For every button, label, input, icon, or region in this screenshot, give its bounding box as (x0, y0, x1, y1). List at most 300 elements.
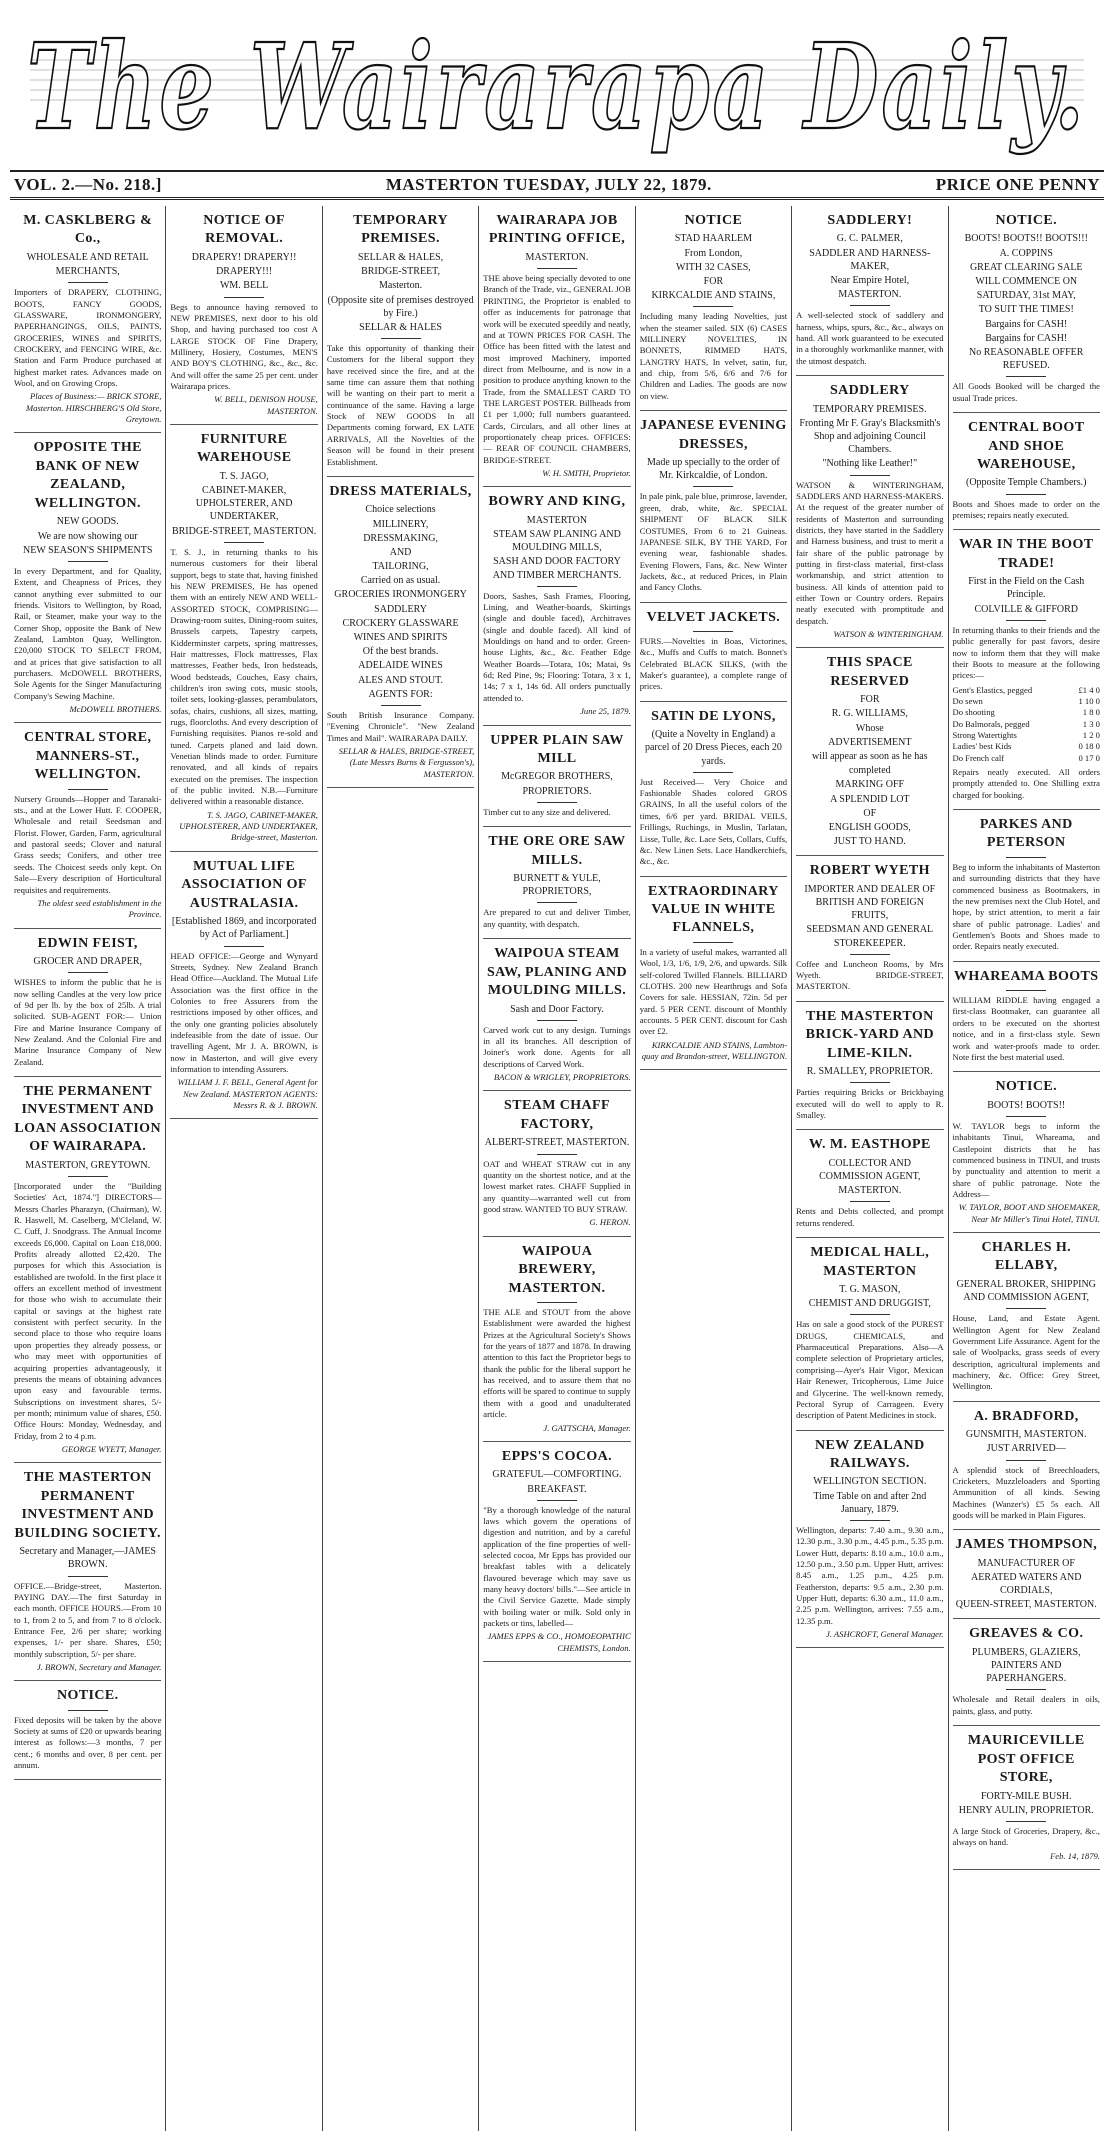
ad-signature: T. S. JAGO, CABINET-MAKER, UPHOLSTERER, AND UNDERTAKER, Bridge-street, Masterton. (179, 809, 318, 843)
ad-body: T. S. J., in returning thanks to his numerous customers for their liberal support, begs to state that, having finished his NEW PREMISES, He has opened them with an entirely NEW AND WELL-ASSORTED STOCK, COMPRISING— Drawing-room suites, Dining-room suites, Brussels carpets, Tapestry carpets, Kidderminster carpets, spring mattresses, Hair mattresses, Flock mattresses, Flax mattresses, Feather beds, Iron bedsteads, Wood bedsteads, Couches, Easy chairs, children's iron swing cots, music stools, toilet sets, looking-glasses, perambulators, sofas, chairs, cushions, all sizes, matting, rugs, floorcloths. And every description of Furnishing requisites. Pianos re-sold and tuned. Carpets planed and laid down. Venetian blinds made to order. Furniture renovated, and all kinds of repairs executed on the premises. The inspection of the public invited. N.B.—Furniture delivered within a reasonable distance. (170, 546, 318, 807)
ad-rule (68, 1710, 108, 1711)
ad-signature: GEORGE WYETT, Manager. (61, 1443, 162, 1454)
ad-subline: DRAPERY!!! (216, 266, 273, 278)
advertisement (483, 726, 630, 828)
ad-subline: R. G. WILLIAMS, (831, 708, 908, 720)
ad-subline: McGREGOR BROTHERS, (501, 771, 613, 783)
advertisement (953, 1402, 1100, 1531)
ad-signature: SELLAR & HALES, BRIDGE-STREET, (Late Messrs Burns & Fergusson's), MASTERTON. (338, 745, 475, 779)
column-4 (479, 206, 635, 2131)
advertisement (14, 1077, 161, 1463)
ad-rule (1006, 1689, 1046, 1690)
ad-signature: Feb. 14, 1879. (1050, 1850, 1100, 1861)
advertisement (640, 206, 787, 411)
advertisement (953, 413, 1100, 530)
ad-body: All Goods Booked will be charged the usual Trade prices. (952, 381, 1100, 403)
ad-body: THE ALE and STOUT from the above Establishment were awarded the highest Prizes at the Agricultural Society's Shows for the years of 1877 and 1878. In drawing attention to this fact the Proprietor begs to thank the public for the liberal support he has received, and to assure them that no efforts will be spared to continue to supply them with a good and unadulterated article. (483, 1307, 631, 1420)
ad-body: A well-selected stock of saddlery and harness, whips, spurs, &c., &c., always on hand. All work guaranteed to be executed in a thoroughly workmanlike manner, with the utmost despatch. (796, 310, 944, 366)
advertisement (796, 1238, 943, 1430)
ad-subline: MANUFACTURER OF (977, 1557, 1075, 1569)
advertisement (170, 425, 317, 852)
ad-rule (537, 586, 577, 587)
ad-subline: T. S. JAGO, (219, 470, 269, 482)
ad-subline: MASTERTON (526, 514, 588, 526)
ad-heading: CENTRAL BOOT AND SHOE WAREHOUSE, (968, 420, 1085, 472)
advertisement (796, 206, 943, 376)
ad-rule (850, 1082, 890, 1083)
ad-subline: HENRY AULIN, PROPRIETOR. (958, 1804, 1094, 1816)
ad-body: [Incorporated under the "Building Societies' Act, 1874."] DIRECTORS— Messrs Charles Pharazyn, (Chairman), W. R. Haswell, M. Caselberg, M'Cleland, W. C. Cuff, J. Snodgrass. The Annual Income exceeds £6,000. Capital on Loan £18,000. Profits already allotted £2,420. The purposes for which this Association is established are twofold. In the first place it offers an excellent method of investment for those who wish to accumulate their capital or savings at the highest rate consistent with perfect security. In the second place to those who require loans upon properties they already possess, or who may meet with opportunities of acquiring properties advantageously, it presents the means of obtaining advances upon easy and favourable terms. Subscriptions on investment shares, 5/- per month; minimum value of shares, £50. Office Hours: Monday, Wednesday, and Friday, from 2 to 4 p.m. (14, 1181, 162, 1441)
ad-body: HEAD OFFICE:—George and Wynyard Streets, Sydney. New Zealand Branch Head Office—Auckland. The Mutual Life Association was the first office in the Colonies to free Assurers from the restrictions imposed by other offices, and the only one granting policies absolutely indefeasible from the date of issue. Our travelling Agent, Mr J. A. BROWN, is now in Masterton, and will give every information to intending Assurers. (170, 950, 318, 1074)
advertisement (796, 1431, 943, 1649)
ad-signature: W. BELL, DENISON HOUSE, MASTERTON. (214, 394, 318, 416)
ad-rule (381, 705, 421, 706)
ad-subline: Fronting Mr F. Gray's Blacksmith's Shop and adjoining Council Chambers. (799, 417, 941, 456)
ad-subline: PROPRIETORS. (522, 785, 592, 797)
ad-subline: Made up specially to the order of Mr. Kirkcaldie, of London. (647, 457, 780, 482)
ad-subline: TEMPORARY PREMISES. (813, 403, 927, 415)
price-item: Do sewn (952, 695, 983, 706)
ad-signature: J. GATTSCHA, Manager. (543, 1422, 631, 1433)
ad-subline: completed (848, 765, 891, 777)
advertisement (796, 1002, 943, 1131)
ad-subline: ALBERT-STREET, MASTERTON. (484, 1137, 630, 1149)
price-row (953, 719, 1100, 730)
ad-subline: Masterton. (379, 280, 423, 292)
ad-subline: WITH 32 CASES, (676, 261, 751, 273)
ad-subline: (Opposite site of premises destroyed by Fire.) (327, 294, 474, 319)
ad-subline: GRATEFUL—COMFORTING. (492, 1469, 622, 1481)
ad-heading: STEAM CHAFF FACTORY, (504, 1098, 610, 1132)
advertisement (483, 1442, 630, 1662)
ad-subline: A SPLENDID LOT (830, 793, 910, 805)
ad-subline: WHOLESALE AND RETAIL (26, 251, 149, 263)
ad-subline: T. G. MASON, (839, 1284, 901, 1296)
ad-subline: FOR (860, 694, 880, 706)
ad-body: W. TAYLOR begs to inform the inhabitants Tinui, Whareama, and Castlepoint districts that he has commenced business in TINUI, and trusts by punctuality and attention to merit a share of public patronage. Note the Address— (952, 1120, 1100, 1199)
advert-columns (10, 206, 1104, 2131)
ad-body: In pale pink, pale blue, primrose, lavender, green, drab, white, &c. SPECIAL SHIPMENT OF BLACK SILK COSTUMES, From 6 to 21 Guineas. JAPANESE SILK, BY THE YARD, For evening wear, fashionable shades. Evening Flowers, Fans, &c. New Winter Jackets, &c., at reduced Prices, in Plain and Fancy Cloths. (639, 491, 788, 593)
price-row (953, 685, 1100, 696)
price-row (953, 696, 1100, 707)
ad-body: South British Insurance Company. "Evening Chronicle". "New Zealand Times and Mail". WAIRARAPA DAILY. (326, 709, 475, 743)
ad-body: FURS.—Novelties in Boas, Victorines, &c., Muffs and Cuffs to match. Bonnet's Celebrated BLACK SILKS, (with the Maker's guarantee), a complete range of prices. (639, 636, 788, 692)
price-item: Ladies' best Kids (952, 741, 1012, 752)
ad-body: Coffee and Luncheon Rooms, by Mrs Wyeth. BRIDGE-STREET, MASTERTON. (796, 958, 944, 992)
advertisement (640, 702, 787, 877)
ad-body: Just Received— Very Choice and Fashionable Shades colored GROS GRAINS, In all the useful colors of the times, 6/6 per yard. BRIDAL VEILS, Frillings, Ruchings, in Muslin, Tarlatan, Lisse, Tulle, &c. Lace Sets, Collars, Cuffs, &c. New Linen Sets. Lace Handkerchiefs, &c., &c. (639, 776, 788, 867)
ad-subline: AERATED WATERS AND CORDIALS, (971, 1571, 1082, 1597)
price-item: Do Balmorals, pegged (952, 718, 1030, 729)
ad-subline: STEAM SAW PLANING AND MOULDING MILLS, (493, 528, 621, 554)
advertisement (14, 1463, 161, 1681)
ad-subline: We are now showing our (37, 530, 138, 542)
ad-rule (850, 1201, 890, 1202)
ad-heading: JAPANESE EVENING DRESSES, (640, 418, 787, 452)
price-row (953, 730, 1100, 741)
ad-subline: JUST TO HAND. (833, 836, 906, 848)
ad-subline: WM. BELL (219, 280, 269, 292)
ad-subline: GROCERIES IRONMONGERY (334, 589, 467, 601)
ad-subline: PLUMBERS, GLAZIERS, PAINTERS AND PAPERHANGERS. (971, 1646, 1081, 1685)
ad-subline: will appear as soon as he has (812, 751, 928, 763)
ad-rule (537, 1302, 577, 1303)
advertisement (14, 929, 161, 1077)
ad-body: Has on sale a good stock of the PUREST DRUGS, CHEMICALS, and Pharmaceutical Preparations. Also—A complete selection of Proprietary articles, comprising—Ayer's Hair Vigor, Mexican Hair Renewer, Tricopherous, Lime Juice and Glycerine. The well-known remedy, Pectoral Syrup of Carrageen. Every description of Patent Medicines in stock. (796, 1319, 944, 1421)
ad-body: Beg to inform the inhabitants of Masterton and surrounding districts that they have commenced business as Bootmakers, in the new premises next the Club Hotel, and hope, by strict attention, to merit a fair share of public patronage. Ladies' and Gentlemen's Boots and Shoes made to order. Repairs neatly executed. (952, 861, 1100, 952)
ad-rule (68, 789, 108, 790)
ad-heading: NOTICE (684, 213, 743, 228)
ad-subline: STAD HAARLEM (674, 233, 753, 245)
ad-heading: THE MASTERTON BRICK-YARD AND LIME-KILN. (805, 1008, 934, 1061)
ad-subline: (Quite a Novelty in England) a parcel of 20 Dress Pieces, each 20 yards. (644, 729, 782, 767)
price-value: 1 2 0 (1082, 729, 1100, 740)
advertisement (953, 1072, 1100, 1233)
ad-heading: THE ORE ORE SAW MILLS. (488, 834, 626, 868)
ad-subline: SADDLERY (374, 603, 427, 615)
ad-body: Including many leading Novelties, just when the steamer sailed. SIX (6) CASES MILLINERY NOVELTIES, IN BONNETS, RIMMED HATS, LANGTRY HATS, In velvet, satin, fur, and chip, from 5/6, 6/6 and 7/6 for Children and Ladies. The goods are now on view. (639, 311, 788, 401)
ad-heading: EPPS'S COCOA. (501, 1448, 613, 1464)
advertisement (796, 376, 943, 648)
ad-heading: WAIPOUA BREWERY, MASTERTON. (508, 1243, 606, 1296)
ad-heading: NOTICE. (995, 213, 1058, 228)
ad-heading: W. M. EASTHOPE (808, 1137, 931, 1153)
advertisement (796, 856, 943, 1001)
column-6 (792, 206, 948, 2131)
ad-subline: Sash and Door Factory. (510, 1003, 604, 1015)
ad-heading: THE PERMANENT INVESTMENT AND LOAN ASSOCIATION OF WAIRARAPA. (14, 1083, 161, 1155)
ad-body: Nursery Grounds—Hopper and Taranaki-sts., and at the Lower Hutt. F. COOPER, Wholesale and retail Seedsman and Florist. Flower, Garden, Farm, agricultural and pastoral seeds; Clover and natural Grass seeds; Conifers, and other tree seeds. The Choicest seeds only kept. On Sale—Every description of Horticultural requisites and requirements. (14, 793, 162, 895)
ad-subline: SELLAR & HALES (359, 321, 442, 333)
ad-signature: WATSON & WINTERINGHAM. (833, 629, 944, 639)
ad-body: Are prepared to cut and deliver Timber, any quantity, with despatch. (483, 907, 631, 929)
ad-subline: BREAKFAST. (527, 1483, 587, 1495)
ad-rule (537, 902, 577, 903)
price-item: Strong Watertights (952, 729, 1017, 740)
column-2 (166, 206, 322, 2131)
ad-subline: MERCHANTS, (55, 266, 120, 278)
masthead-title: The Wairarapa Daily. (27, 17, 1087, 156)
advertisement (483, 1237, 630, 1442)
advertisement (483, 206, 630, 487)
ad-heading: UPPER PLAIN SAW MILL (490, 732, 624, 766)
ad-subline: [Established 1869, and incorporated by Act of Parliament.] (171, 916, 317, 941)
ad-body: WILLIAM RIDDLE having engaged a first-class Bootmaker, can guarantee all orders to be executed on the shortest notice, and in a first-class style. Sewn work and water-proofs made to order. Note first the best material used. (952, 995, 1100, 1062)
ad-rule (68, 1176, 108, 1177)
ad-signature: G. HERON. (589, 1217, 631, 1228)
price-value: 0 17 0 (1078, 752, 1100, 763)
ad-subline: DRAPERY! DRAPERY!! (191, 251, 297, 263)
price-value: 1 3 0 (1082, 718, 1100, 729)
ad-heading: WHAREAMA BOOTS (954, 968, 1099, 984)
ad-subline: WILL COMMENCE ON (975, 276, 1078, 288)
ad-body: Boots and Shoes made to order on the premises; repairs neatly executed. (952, 498, 1100, 520)
ad-subline: GREAT CLEARING SALE (969, 261, 1083, 273)
ad-body: Timber cut to any size and delivered. (483, 806, 611, 817)
ad-signature: J. ASHCROFT, General Manager. (825, 1629, 944, 1640)
ad-subline: BRIDGE-STREET, MASTERTON. (171, 525, 317, 537)
ad-body: Fixed deposits will be taken by the above Society at sums of £20 or upwards bearing interest as follows:—3 months, 7 per cent.; 6 months and over, 8 per cent. per annum. (14, 1714, 162, 1771)
ad-subline: ALES AND STOUT. (358, 674, 444, 686)
ad-subline: MARKING OFF (835, 779, 905, 791)
ad-heading: NEW ZEALAND RAILWAYS. (815, 1437, 925, 1471)
ad-subline: SEEDSMAN AND GENERAL STOREKEEPER. (806, 924, 934, 949)
ad-heading: SATIN DE LYONS, (651, 708, 776, 724)
ad-body: House, Land, and Estate Agent. Wellington Agent for New Zealand Government Life Assurance. Agent for the sale of Woolpacks, grass seeds of every description, agricultural implements and machinery, &c. Office: Grey Street, Wellington. (952, 1313, 1100, 1392)
ad-subline: IMPORTER AND DEALER OF BRITISH AND FOREIGN FRUITS, (804, 883, 936, 922)
advertisement (953, 810, 1100, 962)
advertisement (14, 433, 161, 723)
ad-subline: NEW GOODS. (56, 516, 119, 528)
ad-signature: KIRKCALDIE AND STAINS, Lambton-quay and Brandon-street, WELLINGTON. (641, 1039, 788, 1062)
ad-subline: (Opposite Temple Chambers.) (966, 477, 1087, 489)
ad-rule (693, 631, 733, 632)
ad-rule (537, 1020, 577, 1021)
ad-rule (68, 561, 108, 562)
advertisement (483, 827, 630, 939)
ad-subline: R. SMALLEY, PROPRIETOR. (806, 1066, 933, 1078)
advertisement (953, 206, 1100, 413)
ad-rule (537, 1154, 577, 1155)
ad-heading: CENTRAL STORE, MANNERS-ST., WELLINGTON. (23, 730, 152, 783)
ad-subline: "Nothing like Leather!" (822, 458, 918, 470)
ad-rule (693, 306, 733, 307)
ad-subline: GENERAL BROKER, SHIPPING AND COMMISSION AGENT, (956, 1278, 1096, 1304)
ad-heading: BOWRY AND KING, (488, 494, 626, 510)
ad-heading: MEDICAL HALL, MASTERTON (810, 1245, 930, 1279)
ad-rule (224, 297, 264, 298)
ad-rule (693, 942, 733, 943)
ad-subline: FOR (703, 276, 724, 288)
ad-heading: CHARLES H. ELLABY, (981, 1239, 1072, 1274)
advertisement (483, 1091, 630, 1236)
ad-signature: JAMES EPPS & CO., HOMOEOPATHIC CHEMISTS, London. (487, 1631, 631, 1653)
advertisement (953, 1233, 1100, 1402)
ad-subline: Bargains for CASH! (985, 332, 1068, 344)
ad-body: In returning thanks to their friends and the public generally for past favors, desire now to inform them that they will make their Boots to measure at the following prices:— (952, 624, 1100, 681)
ad-subline: Bargains for CASH! (985, 318, 1068, 330)
ad-subline: QUEEN-STREET, MASTERTON. (955, 1599, 1097, 1611)
ad-heading: VELVET JACKETS. (646, 609, 781, 625)
advertisement (796, 648, 943, 856)
ad-rule (1006, 620, 1046, 621)
advertisement (170, 206, 317, 425)
ad-body: "By a thorough knowledge of the natural laws which govern the operations of digestion and nutrition, and by a careful application of the fine properties of well-selected cocoa, Mr Epps has provided our breakfast tables with a delicately flavoured beverage which may save us many heavy doctors' bills."—See article in the Civil Service Gazette. Made simply with boiling water or milk. Sold only in packets or tins, labelled— (483, 1504, 631, 1629)
ad-heading: EDWIN FEIST, (37, 935, 138, 951)
ad-subline: OF (863, 807, 877, 819)
ad-signature: The oldest seed establishment in the Province. (37, 897, 162, 920)
ad-signature: BACON & WRIGLEY, PROPRIETORS. (493, 1072, 631, 1083)
ad-subline: Near Empire Hotel, (830, 275, 910, 287)
ad-rule (1006, 494, 1046, 495)
advertisement (640, 411, 787, 602)
price-list (953, 685, 1100, 764)
ad-heading: WAIPOUA STEAM SAW, PLANING AND MOULDING MILLS. (486, 946, 628, 999)
ad-body: In a variety of useful makes, warranted all Wool, 1/3, 1/6, 1/9, 2/6, and upwards. Silk self-colored Twilled Flannels. BILLIARD CLOTHS. 200 new Hearthrugs and Sofa Covers for sale. HESSIAN, 72in. 5d per yard. 5 PER CENT. discount of Monthly accounts. 5 PER CENT. discount for Cash over £2. (639, 946, 788, 1037)
ad-subline: TO SUIT THE TIMES! (978, 304, 1074, 316)
ad-rule (850, 954, 890, 955)
ad-signature: WILLIAM J. F. BELL, General Agent for New Zealand. MASTERTON AGENTS: Messrs R. & J. BROWN. (177, 1077, 318, 1110)
ad-subline: MILLINERY, (372, 518, 429, 530)
ad-subline: MASTERTON. (838, 1185, 902, 1197)
ad-body: Parties requiring Bricks or Brickbaying executed will do well to apply to R. Smalley. (796, 1087, 944, 1121)
ad-subline: AND (389, 546, 412, 558)
ad-heading: DRESS MATERIALS, (329, 483, 472, 499)
ad-heading: TEMPORARY PREMISES. (353, 213, 448, 247)
advertisement (14, 206, 161, 433)
ad-heading: M. CASKLBERG & Co., (23, 213, 153, 247)
ad-body: WISHES to inform the public that he is now selling Candles at the very low price of 9d per lb. by the box of 25lb. A trial solicited. SUB-AGENT FOR:— Union Fire and Marine Insurance Company of New Zealand. And the Colonial Fire and Marine Insurance Company of New Zealand. (14, 977, 162, 1067)
ad-rule (537, 802, 577, 803)
column-3 (323, 206, 479, 2131)
masthead-svg (0, 0, 1114, 160)
ad-body: OFFICE.—Bridge-street, Masterton. PAYING DAY.—The first Saturday in each month. OFFICE HOURS.—From 10 to 1, from 2 to 5, and from 7 to 8 o'clock. Entrance Fee, 2/6 per share; working expenses, 1/- per share. Shares, £50; monthly subscription, 5/- per share. (14, 1580, 162, 1659)
ad-heading: OPPOSITE THE BANK OF NEW ZEALAND, WELLINGTON. (33, 440, 142, 511)
ad-rule (68, 282, 108, 283)
column-5 (636, 206, 792, 2131)
ad-body: A splendid stock of Breechloaders, Cricketers, Muzzleloaders and Sporting Ammunition of all kinds. Sewing Machines (Wanzer's) £5 5s each. All goods will be marked in Plain Figures. (952, 1464, 1100, 1520)
column-1 (10, 206, 166, 2131)
ad-subline: Carried on as usual. (360, 575, 441, 587)
ad-heading: NOTICE. (56, 1688, 119, 1704)
ad-subline: CABINET-MAKER, UPHOLSTERER, AND UNDERTAKER, (195, 485, 293, 523)
ad-subline: No REASONABLE OFFER REFUSED. (969, 346, 1084, 372)
ad-subline: From London, (684, 247, 743, 259)
ad-rule (693, 772, 733, 773)
price: PRICE ONE PENNY (935, 174, 1100, 194)
price-value: 0 18 0 (1078, 741, 1100, 752)
ad-rule (850, 1520, 890, 1521)
ad-body: Doors, Sashes, Sash Frames, Flooring, Lining, and Weather-boards, Skirtings (single and double faced), Architraves (single and double faced). All kind of Mouldings on hand and to order. Green-house Lights, &c., &c. Feather Edge Weather Boards—Totara, 10s; Matai, 9s 6d; Red Pine, 9s; Flooring: Totara, 3 x 1, 14s; 7 x 1, 14s 6d. All orders punctually attended to. (483, 590, 631, 703)
ad-subline: GROCER AND DRAPER, (33, 956, 143, 967)
advertisement (14, 723, 161, 928)
ad-subline: CHEMIST AND DRUGGIST, (808, 1298, 931, 1310)
ad-body: Begs to announce having removed to NEW PREMISES, next door to his old Shop, and having purchased too cost A LARGE STOCK OF Fine Drapery, Millinery, Hosiery, Costumes, MEN'S AND BOY'S CLOTHING, &c., &c., &c. And will offer the same 25 per cent. under Wairarapa prices. (170, 301, 318, 391)
ad-subline: MASTERTON, GREYTOWN. (25, 1159, 151, 1171)
volume-number: VOL. 2.—No. 218.] (14, 174, 162, 194)
ad-rule (1006, 857, 1046, 858)
ad-subline: A. COPPINS (999, 247, 1053, 259)
ad-rule (850, 1314, 890, 1315)
ad-signature: W. TAYLOR, BOOT AND SHOEMAKER, Near Mr Miller's Tinui Hotel, TINUI. (958, 1202, 1100, 1224)
ad-subline: TAILORING, (372, 561, 429, 573)
price-item: Do shooting (952, 707, 995, 718)
ad-heading: FURNITURE WAREHOUSE (196, 431, 292, 466)
ad-body: OAT and WHEAT STRAW cut in any quantity on the shortest notice, and at the lowest market rates. CHAFF Supplied in any quantity—warranted well cut from good straw. WANTED TO BUY STRAW. (483, 1158, 631, 1214)
ad-body: Wellington, departs: 7.40 a.m., 9.30 a.m., 12.30 p.m., 3.30 p.m., 4.45 p.m., 5.35 p.m. Lower Hutt, departs: 8.10 a.m., 10.0 a.m., 12.50 p.m., 3.50 p.m. Upper Hutt, arrives: 8.45 a.m., 1.25 p.m., 4.25 p.m. Featherston, departs: 9.5 a.m., 2.30 p.m. Upper Hutt, departs: 6.30 a.m., 11.0 a.m., 2.25 p.m. Wellington, arrives: 7.55 a.m., 12.35 p.m. (796, 1525, 944, 1626)
ad-signature: June 25, 1879. (580, 706, 631, 717)
ad-rule (850, 475, 890, 476)
ad-subline: First in the Field on the Cash Principle. (968, 576, 1085, 601)
ad-subline: DRESSMAKING, (363, 532, 438, 544)
ad-subline: FORTY-MILE BUSH. (980, 1790, 1072, 1802)
ad-subline: WINES AND SPIRITS (353, 632, 448, 643)
ad-heading: GREAVES & CO. (969, 1626, 1084, 1642)
ad-subline: JUST ARRIVED— (986, 1443, 1066, 1455)
ad-heading: SADDLERY (829, 383, 910, 399)
advertisement (483, 487, 630, 725)
ad-subline: GUNSMITH, MASTERTON. (965, 1429, 1087, 1441)
ad-rule (537, 1500, 577, 1501)
ad-heading: A. BRADFORD, (973, 1408, 1079, 1424)
ad-rule (1006, 1116, 1046, 1117)
ad-rule (850, 305, 890, 306)
ad-subline: ENGLISH GOODS, (828, 821, 911, 833)
ad-heading: THIS SPACE RESERVED (826, 655, 913, 689)
ad-subline: BURNETT & YULE, PROPRIETORS, (513, 873, 601, 898)
ad-subline: WELLINGTON SECTION. (813, 1476, 927, 1488)
ad-subline: CROCKERY GLASSWARE (342, 617, 459, 629)
ad-body: A large Stock of Groceries, Drapery, &c., always on hand. (952, 1825, 1100, 1848)
dateline-bar (10, 170, 1104, 200)
ad-heading: SADDLERY! (827, 213, 913, 228)
ad-heading: PARKES AND PETERSON (979, 816, 1073, 851)
price-row (953, 753, 1100, 764)
ad-subline: Choice selections (365, 504, 436, 516)
ad-subline: BOOTS! BOOTS!! BOOTS!!! (964, 233, 1088, 245)
ad-heading: WAIRARAPA JOB PRINTING OFFICE, (488, 213, 626, 247)
ad-subline: Of the best brands. (362, 646, 439, 658)
ad-rule (693, 486, 733, 487)
ad-heading: EXTRAORDINARY VALUE IN WHITE FLANNELS, (648, 883, 779, 936)
advertisement (170, 852, 317, 1120)
ad-subline: Time Table on and after 2nd January, 1879. (813, 1490, 927, 1515)
column-7 (949, 206, 1104, 2131)
ad-body: In every Department, and for Quality, Extent, and Cheapness of Prices, they cannot anything ever submitted to our friends. Visitors to Wellington, by Road, Rail, or Steamer, make your way to the Corner Shop, opposite the Bank of New Zealand, Lambton Quay, Wellington. £20,000 STOCK TO SELECT FROM, and at prices that give satisfaction to all purchasers. McDOWELL BROTHERS, Sole Agents for the Singer Manufacturing Company's Sewing Machine. (14, 565, 162, 701)
ad-subline: SADDLER AND HARNESS-MAKER, (809, 247, 931, 272)
advertisement (14, 1681, 161, 1780)
ad-heading: MAURICEVILLE POST OFFICE STORE, (967, 1733, 1085, 1786)
ad-subline: COLVILLE & GIFFORD (974, 603, 1078, 615)
issue-date: MASTERTON TUESDAY, JULY 22, 1879. (385, 174, 712, 194)
ad-heading: JAMES THOMPSON, (955, 1537, 1098, 1553)
ad-rule (537, 268, 577, 269)
ad-subline: ADELAIDE WINES (358, 660, 443, 672)
advertisement (327, 477, 474, 788)
ad-rule (381, 338, 421, 339)
ad-heading: NOTICE. (995, 1079, 1058, 1095)
ad-body: Take this opportunity of thanking their Customers for the liberal support they have received since the fire, and at the same time can assure them that nothing will be wanting on their part to merit a continuance of the same. Having a large Stock of NEW GOODS In all Departments coming forward, EX LATE ARRIVALS, All the Novelties of the Season will be found in their present Establishment. (326, 343, 475, 467)
ad-rule (1006, 376, 1046, 377)
ad-subline: COLLECTOR AND COMMISSION AGENT, (819, 1157, 921, 1183)
ad-rule (1006, 1460, 1046, 1461)
ad-rule (224, 946, 264, 947)
price-row (953, 741, 1100, 752)
ad-subline: MASTERTON. (525, 251, 589, 263)
ad-heading: ROBERT WYETH (809, 863, 930, 879)
price-value: £1 4 0 (1078, 684, 1100, 695)
advertisement (640, 603, 787, 702)
ad-body: Importers of DRAPERY, CLOTHING, BOOTS, FANCY GOODS, GLASSWARE, IRONMONGERY, PAPERHANGINGS, OILS, PAINTS, GROCERIES, WINES and SPIRITS, CROCKERY, and FENCING WIRE, &c. Station and Farm Produce purchased at highest market rates. Advances made on Wool, and on Growing Crops. (14, 287, 162, 389)
ad-heading: THE MASTERTON PERMANENT INVESTMENT AND BUILDING SOCIETY. (14, 1470, 161, 1541)
ad-rule (1006, 1821, 1046, 1822)
ad-subline: SELLAR & HALES, (357, 251, 444, 263)
advertisement (953, 530, 1100, 810)
ad-subline: G. C. PALMER, (836, 233, 903, 245)
ad-subline: AGENTS FOR: (368, 688, 433, 700)
ad-signature: Places of Business:— BRICK STORE, Masterton. HIRSCHBERG'S Old Store, Greytown. (25, 391, 162, 425)
ad-body: Carved work cut to any design. Turnings in all its branches. All description of Joiner's work done. Agents for all descriptions of Carved Work. (483, 1024, 631, 1069)
ad-rule (68, 972, 108, 973)
advertisement (953, 1726, 1100, 1870)
advertisement (640, 877, 787, 1071)
ad-body: THE above being specially devoted to one Branch of the Trade, viz., GENERAL JOB PRINTING, the Proprietor is enabled to offer as inducements for patronage that work will be executed speedily and neatly, and at TOWN PRICES FOR CASH. The Office has been fitted with the latest and most improved Machinery, imported direct from Melbourne, and is now in a position to produce anything known to the Trade, from the SMALLEST CARD TO THE LARGEST POSTER. Billheads from £1 per 1,000; full numbers guaranteed. Cards, Circulars, and all other lines at proportionately cheap prices. OFFICES:— REAR OF COUNCIL CHAMBERS, BRIDGE-STREET. (483, 273, 631, 465)
price-item: Gent's Elastics, pegged (952, 684, 1033, 695)
ad-signature: W. H. SMITH, Proprietor. (542, 467, 631, 478)
ad-subline: Secretary and Manager,—JAMES BROWN. (19, 1546, 156, 1571)
ad-subline: Whose (855, 722, 884, 734)
ad-heading: WAR IN THE BOOT TRADE! (958, 537, 1094, 571)
